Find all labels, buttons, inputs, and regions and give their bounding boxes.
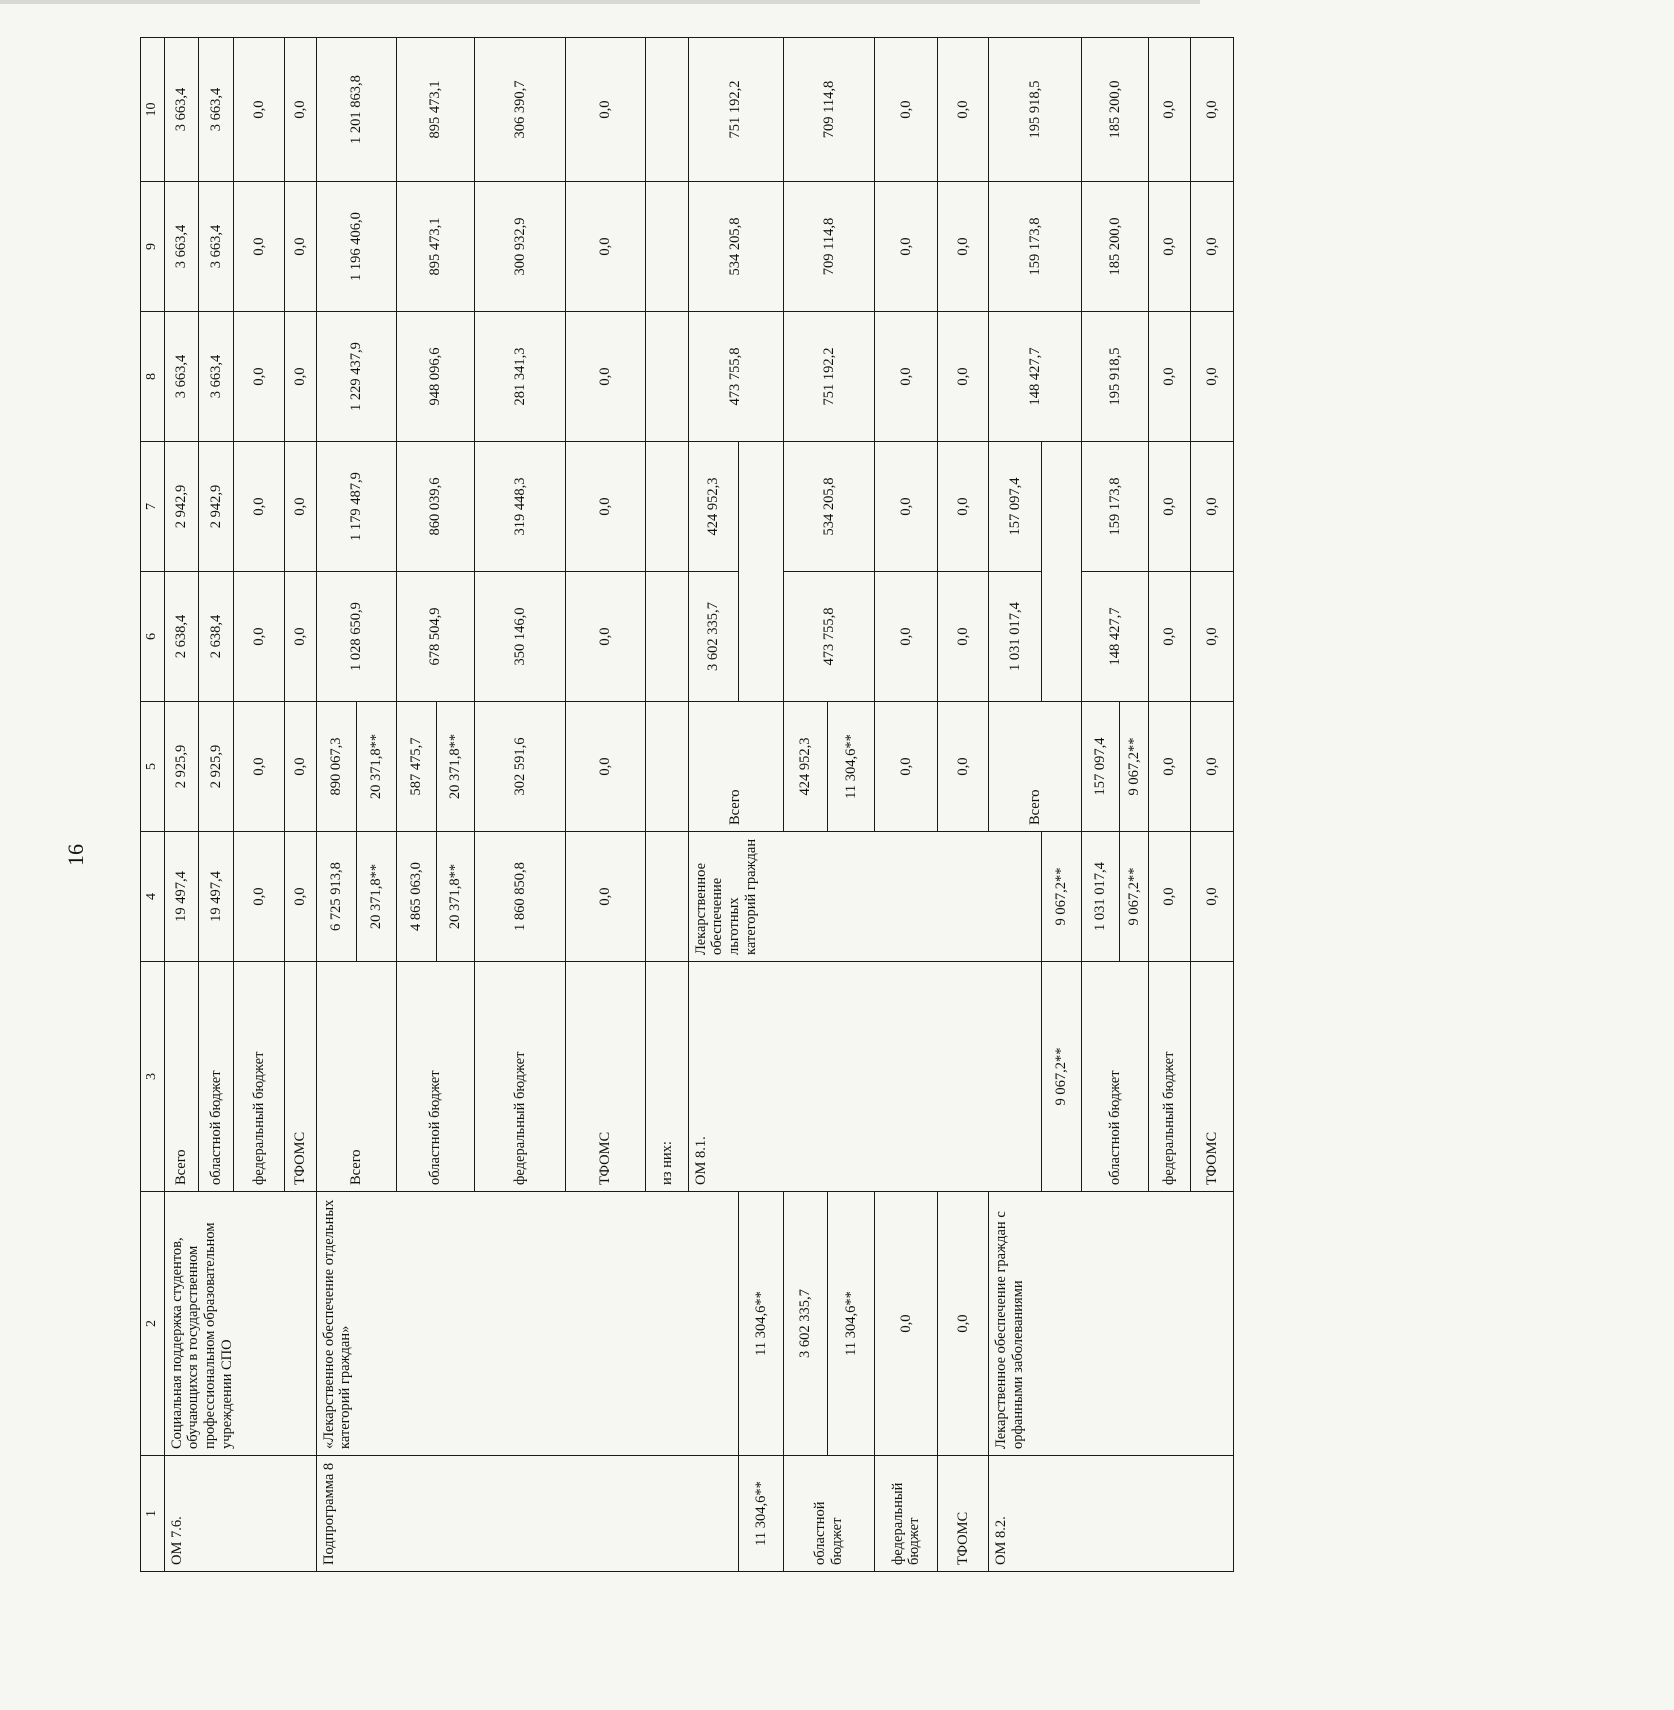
row-label: ТФОМС <box>1191 962 1234 1192</box>
row-label: Всего <box>164 962 199 1192</box>
value-cell: 1 179 487,9 <box>316 442 396 572</box>
value-cell: 0,0 <box>565 38 645 182</box>
value-cell: 4 865 063,0 <box>397 832 437 962</box>
om81-code: ОМ 8.1. <box>688 962 1041 1192</box>
value-cell: 2 925,9 <box>164 702 199 832</box>
value-cell: 0,0 <box>875 182 938 312</box>
value-cell: 0,0 <box>233 38 284 182</box>
value-cell: 0,0 <box>937 182 988 312</box>
header-cell: 9 <box>141 182 165 312</box>
value-cell: 148 427,7 <box>989 312 1082 442</box>
value-cell: 2 638,4 <box>164 572 199 702</box>
value-cell: 473 755,8 <box>783 572 875 702</box>
value-cell: 0,0 <box>875 1192 938 1456</box>
value-cell: 350 146,0 <box>475 572 566 702</box>
scan-edge-top <box>0 0 1200 4</box>
value-cell: 3 663,4 <box>164 312 199 442</box>
value-cell: 3 602 335,7 <box>783 1192 828 1456</box>
value-cell: 0,0 <box>937 442 988 572</box>
value-cell: 1 031 017,4 <box>1082 832 1120 962</box>
value-cell: 751 192,2 <box>783 312 875 442</box>
value-cell: 0,0 <box>285 38 316 182</box>
value-cell: 0,0 <box>1191 182 1234 312</box>
value-cell: 20 371,8** <box>356 702 396 832</box>
table-row <box>164 38 199 1572</box>
value-cell: 195 918,5 <box>1082 312 1149 442</box>
value-cell: 0,0 <box>285 442 316 572</box>
value-cell: 0,0 <box>1148 572 1190 702</box>
value-cell: 300 932,9 <box>475 182 566 312</box>
value-cell: 1 031 017,4 <box>989 572 1042 702</box>
value-cell: 3 663,4 <box>164 38 199 182</box>
header-cell: 3 <box>141 962 165 1192</box>
value-cell: 3 602 335,7 <box>688 572 738 702</box>
value-cell: 0,0 <box>1191 572 1234 702</box>
value-cell: 157 097,4 <box>1082 702 1120 832</box>
value-cell: 0,0 <box>233 442 284 572</box>
sub8-title: «Лекарственное обеспечение отдельных категорий граждан» <box>316 1192 738 1456</box>
table-row <box>316 38 356 1572</box>
value-cell: 0,0 <box>285 572 316 702</box>
value-cell: 0,0 <box>565 442 645 572</box>
table-row <box>783 38 828 1572</box>
table-row <box>875 38 938 1572</box>
value-cell: 0,0 <box>1148 312 1190 442</box>
sub8-code: Подпрограмма 8 <box>316 1456 738 1572</box>
value-cell: 0,0 <box>875 702 938 832</box>
value-cell: 0,0 <box>1148 832 1190 962</box>
value-cell: 587 475,7 <box>397 702 437 832</box>
value-cell: 0,0 <box>565 572 645 702</box>
value-cell: 0,0 <box>937 1192 988 1456</box>
value-cell: 0,0 <box>875 572 938 702</box>
value-cell: 709 114,8 <box>783 182 875 312</box>
empty-cell <box>646 38 688 182</box>
value-cell: 195 918,5 <box>989 38 1082 182</box>
value-cell: 0,0 <box>233 312 284 442</box>
value-cell: 3 663,4 <box>199 182 234 312</box>
row-label: ТФОМС <box>565 962 645 1192</box>
value-cell: 9 067,2** <box>1120 702 1149 832</box>
value-cell: 157 097,4 <box>989 442 1042 572</box>
empty-cell <box>646 442 688 572</box>
funding-table <box>140 37 1234 1572</box>
empty-cell <box>646 182 688 312</box>
value-cell: 0,0 <box>565 702 645 832</box>
value-cell: 0,0 <box>1191 312 1234 442</box>
value-cell: 0,0 <box>937 702 988 832</box>
value-cell: 6 725 913,8 <box>316 832 356 962</box>
value-cell: 302 591,6 <box>475 702 566 832</box>
value-cell: 0,0 <box>285 832 316 962</box>
value-cell: 2 942,9 <box>199 442 234 572</box>
value-cell: 20 371,8** <box>356 832 396 962</box>
value-cell: 0,0 <box>285 312 316 442</box>
om76-title: Социальная поддержка студентов, обучающихся в государственном профессиональном образовательном учреждении СПО <box>164 1192 316 1456</box>
value-cell: 0,0 <box>233 182 284 312</box>
value-cell: 0,0 <box>1191 702 1234 832</box>
value-cell: 534 205,8 <box>783 442 875 572</box>
value-cell: 1 028 650,9 <box>316 572 396 702</box>
value-cell: 0,0 <box>233 572 284 702</box>
empty-cell <box>646 832 688 962</box>
value-cell: 159 173,8 <box>1082 442 1149 572</box>
table-row <box>937 38 988 1572</box>
value-cell: 0,0 <box>875 38 938 182</box>
row-label: областной бюджет <box>783 1456 875 1572</box>
om76-code: ОМ 7.6. <box>164 1456 316 1572</box>
value-cell: 0,0 <box>233 832 284 962</box>
value-cell: 306 390,7 <box>475 38 566 182</box>
value-cell: 19 497,4 <box>199 832 234 962</box>
value-cell: 319 448,3 <box>475 442 566 572</box>
value-cell: 890 067,3 <box>316 702 356 832</box>
value-cell: 1 229 437,9 <box>316 312 396 442</box>
value-cell: 1 196 406,0 <box>316 182 396 312</box>
value-cell: 424 952,3 <box>688 442 738 572</box>
value-cell: 3 663,4 <box>199 38 234 182</box>
value-cell: 0,0 <box>1148 442 1190 572</box>
rotated-table-wrapper <box>140 75 1674 1572</box>
header-cell: 5 <box>141 702 165 832</box>
om82-code: ОМ 8.2. <box>989 1456 1234 1572</box>
empty-cell <box>646 312 688 442</box>
value-cell: 0,0 <box>875 442 938 572</box>
value-cell: 185 200,0 <box>1082 182 1149 312</box>
header-cell: 2 <box>141 1192 165 1456</box>
row-label: областной бюджет <box>397 962 475 1192</box>
value-cell: 2 638,4 <box>199 572 234 702</box>
value-cell: 2 925,9 <box>199 702 234 832</box>
value-cell: 0,0 <box>1191 832 1234 962</box>
row-label: областной бюджет <box>1082 962 1149 1192</box>
value-cell: 11 304,6** <box>739 1456 784 1572</box>
value-cell: 0,0 <box>1148 38 1190 182</box>
value-cell: 0,0 <box>1148 702 1190 832</box>
value-cell: 3 663,4 <box>164 182 199 312</box>
value-cell: 9 067,2** <box>1041 832 1081 962</box>
value-cell: 0,0 <box>937 38 988 182</box>
value-cell: 20 371,8** <box>437 702 475 832</box>
value-cell: 473 755,8 <box>688 312 783 442</box>
value-cell: 534 205,8 <box>688 182 783 312</box>
value-cell: 678 504,9 <box>397 572 475 702</box>
header-cell: 8 <box>141 312 165 442</box>
row-label: федеральный бюджет <box>1148 962 1190 1192</box>
om82-title: Лекарственное обеспечение граждан с орфанными заболеваниями <box>989 1192 1234 1456</box>
value-cell: 11 304,6** <box>828 1192 875 1456</box>
value-cell: 948 096,6 <box>397 312 475 442</box>
value-cell: 20 371,8** <box>437 832 475 962</box>
row-label: ТФОМС <box>285 962 316 1192</box>
header-cell: 4 <box>141 832 165 962</box>
value-cell: 895 473,1 <box>397 182 475 312</box>
table-row <box>989 38 1042 1572</box>
value-cell: 0,0 <box>1148 182 1190 312</box>
row-label: Всего <box>688 702 783 832</box>
value-cell: 1 860 850,8 <box>475 832 566 962</box>
row-label: Всего <box>316 962 396 1192</box>
row-label: федеральный бюджет <box>475 962 566 1192</box>
value-cell: 19 497,4 <box>164 832 199 962</box>
value-cell: 2 942,9 <box>164 442 199 572</box>
value-cell: 9 067,2** <box>1041 962 1081 1192</box>
value-cell: 0,0 <box>285 182 316 312</box>
header-cell: 10 <box>141 38 165 182</box>
header-cell: 6 <box>141 572 165 702</box>
value-cell: 281 341,3 <box>475 312 566 442</box>
value-cell: 0,0 <box>1191 38 1234 182</box>
value-cell: 0,0 <box>875 312 938 442</box>
value-cell: 860 039,6 <box>397 442 475 572</box>
value-cell: 0,0 <box>233 702 284 832</box>
value-cell: 3 663,4 <box>199 312 234 442</box>
value-cell: 0,0 <box>937 572 988 702</box>
value-cell: 0,0 <box>937 312 988 442</box>
header-row <box>141 38 165 1572</box>
row-label: Всего <box>989 702 1082 832</box>
value-cell: 9 067,2** <box>1120 832 1149 962</box>
value-cell: 0,0 <box>285 702 316 832</box>
row-label: федеральный бюджет <box>233 962 284 1192</box>
value-cell: 11 304,6** <box>739 1192 784 1456</box>
row-label: ТФОМС <box>937 1456 988 1572</box>
header-cell: 7 <box>141 442 165 572</box>
value-cell: 0,0 <box>1191 442 1234 572</box>
row-label: областной бюджет <box>199 962 234 1192</box>
value-cell: 709 114,8 <box>783 38 875 182</box>
value-cell: 148 427,7 <box>1082 572 1149 702</box>
page-number: 16 <box>63 844 88 866</box>
value-cell: 0,0 <box>565 182 645 312</box>
header-cell: 1 <box>141 1456 165 1572</box>
value-cell: 895 473,1 <box>397 38 475 182</box>
value-cell: 11 304,6** <box>828 702 875 832</box>
value-cell: 159 173,8 <box>989 182 1082 312</box>
empty-cell <box>646 702 688 832</box>
value-cell: 185 200,0 <box>1082 38 1149 182</box>
om81-title: Лекарственное обеспечение льготных категорий граждан <box>688 832 1041 962</box>
value-cell: 751 192,2 <box>688 38 783 182</box>
value-cell: 1 201 863,8 <box>316 38 396 182</box>
value-cell: 0,0 <box>565 312 645 442</box>
row-label: федеральный бюджет <box>875 1456 938 1572</box>
iz-nih-label: из них: <box>646 962 688 1192</box>
value-cell: 0,0 <box>565 832 645 962</box>
value-cell: 424 952,3 <box>783 702 828 832</box>
empty-cell <box>646 572 688 702</box>
